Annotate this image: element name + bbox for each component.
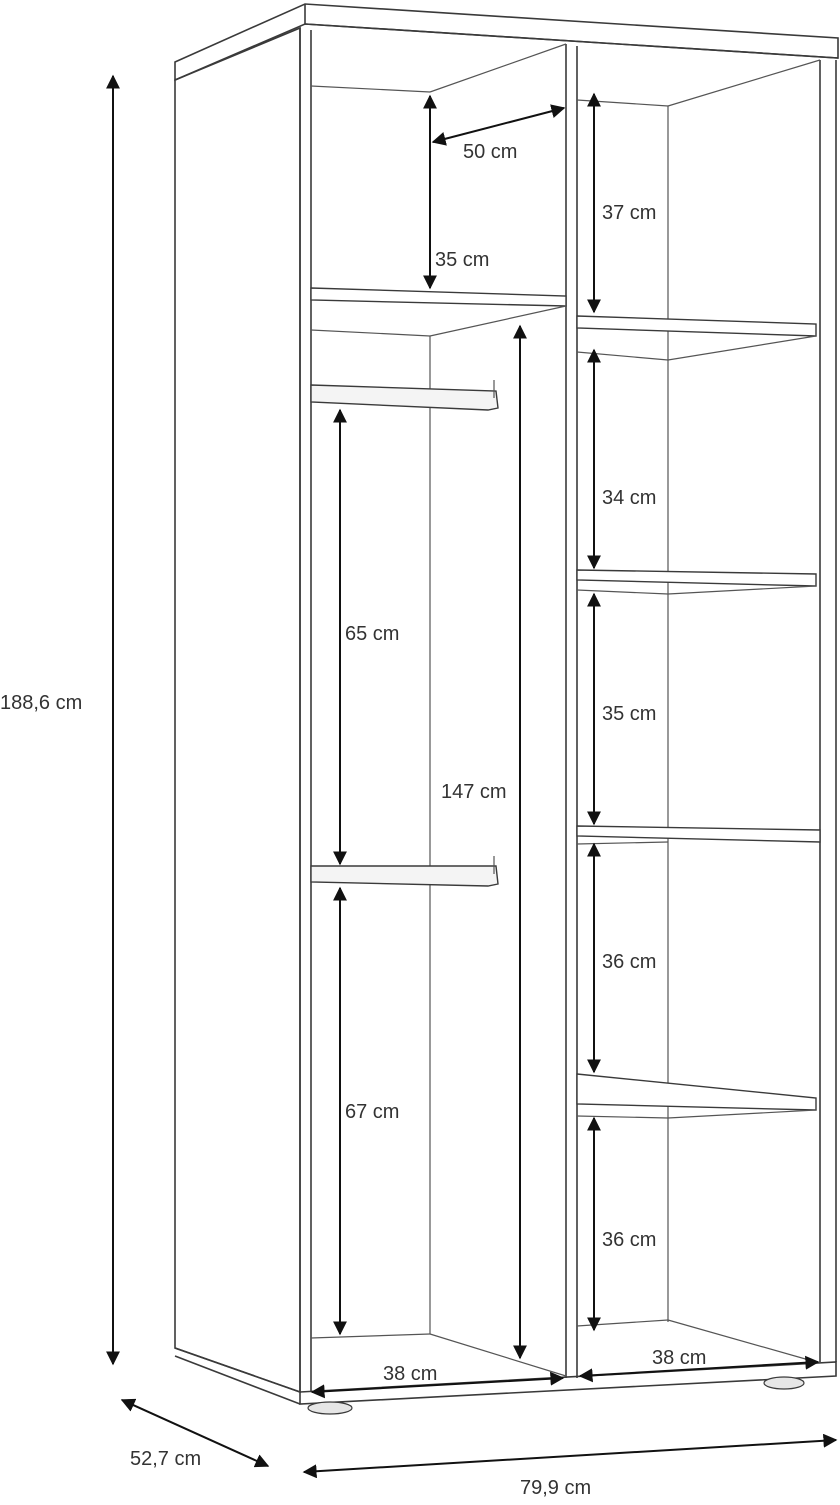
label-right-shelf-2: 34 cm <box>602 487 657 509</box>
right-floor-back <box>577 1320 668 1326</box>
bottom-plate <box>300 1362 836 1404</box>
left-top-shelf <box>311 288 566 306</box>
label-depth-inner: 50 cm <box>463 141 518 163</box>
lower-hanging-rail <box>311 866 498 886</box>
bottom-left-side-under <box>175 1356 300 1404</box>
top-plate-front-edge <box>305 24 838 58</box>
right-shelf-2 <box>577 570 816 586</box>
label-top-right: 37 cm <box>602 202 657 224</box>
right-shelf-1-under-diag <box>668 336 816 360</box>
arrow-left-width <box>312 1378 563 1392</box>
left-floor-diag <box>430 1334 566 1376</box>
label-left-inner-width: 38 cm <box>383 1363 438 1385</box>
label-total-width: 79,9 cm <box>520 1477 592 1499</box>
arrow-total-width <box>304 1440 836 1472</box>
label-lower-hanging: 67 cm <box>345 1101 400 1123</box>
bottom-left-side <box>175 1348 300 1392</box>
foot-front-left <box>308 1402 352 1414</box>
right-back-top-diag <box>668 60 820 106</box>
top-plate <box>175 4 838 80</box>
dimension-labels <box>0 141 706 1499</box>
right-shelf-2-under <box>577 590 668 594</box>
right-shelf-2-under-diag <box>668 586 816 594</box>
label-right-inner-width: 38 cm <box>652 1347 707 1369</box>
left-back-top <box>311 86 430 92</box>
right-shelf-4 <box>577 1074 816 1110</box>
left-top-shelf-under <box>311 330 430 336</box>
label-total-height: 188,6 cm <box>0 692 83 714</box>
cabinet-body <box>175 4 838 1414</box>
left-top-shelf-under-diag <box>430 306 566 336</box>
dimension-arrows <box>113 76 836 1472</box>
label-right-shelf-3: 35 cm <box>602 703 657 725</box>
label-upper-hanging: 65 cm <box>345 623 400 645</box>
right-shelf-1-under <box>577 352 668 360</box>
right-shelf-4-under <box>577 1116 668 1118</box>
upper-hanging-rail <box>311 385 498 410</box>
left-side-panel <box>175 28 300 1392</box>
right-shelf-1 <box>577 316 816 336</box>
right-shelf-3-under <box>577 842 668 844</box>
right-shelf-4-under-diag <box>668 1110 816 1118</box>
label-top-left: 35 cm <box>435 249 490 271</box>
left-back-top-diag <box>430 44 566 92</box>
label-total-depth: 52,7 cm <box>130 1448 202 1470</box>
label-right-shelf-5: 36 cm <box>602 1229 657 1251</box>
left-floor-back <box>311 1334 430 1338</box>
label-left-inner-height: 147 cm <box>441 781 507 803</box>
left-compartment <box>311 44 566 1376</box>
right-shelf-3 <box>577 826 820 842</box>
arrow-depth-inner <box>433 108 564 142</box>
right-back-top <box>577 100 668 106</box>
label-right-shelf-4: 36 cm <box>602 951 657 973</box>
foot-front-right <box>764 1377 804 1389</box>
